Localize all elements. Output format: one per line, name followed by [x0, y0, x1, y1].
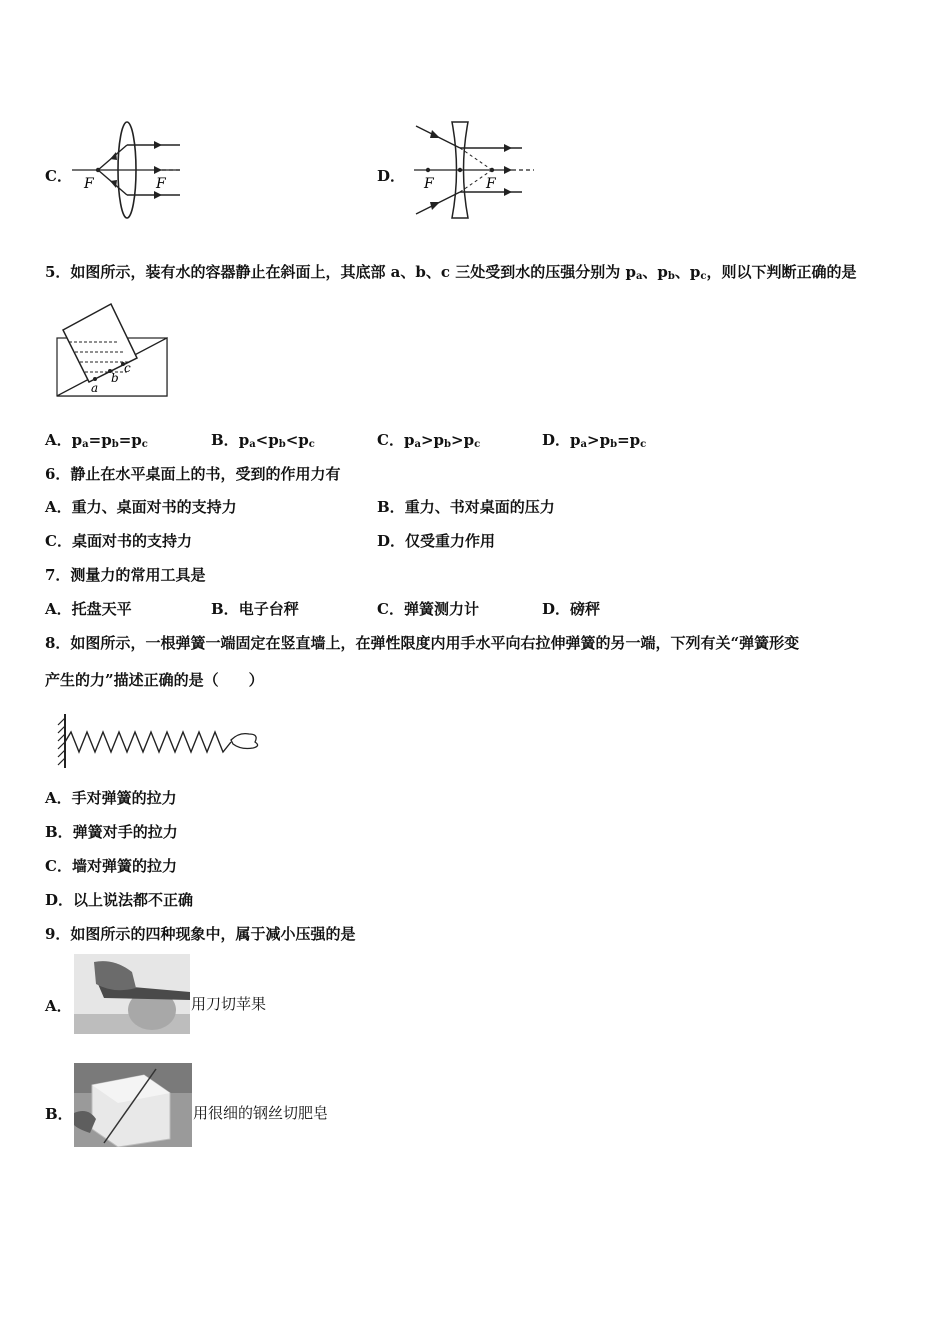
q6-option-c[interactable]: C．桌面对书的支持力: [45, 532, 192, 550]
point-b-label: b: [111, 371, 119, 385]
q9-stem: 9．如图所示的四种现象中，属于减小压强的是: [45, 925, 356, 943]
q6-option-a[interactable]: A．重力、桌面对书的支持力: [45, 498, 237, 516]
q6-option-b[interactable]: B．重力、书对桌面的压力: [377, 498, 555, 516]
q8-option-a[interactable]: A．手对弹簧的拉力: [45, 789, 177, 807]
q5-stem-text: 5．如图所示，装有水的容器静止在斜面上，其底部 a、b、c 三处受到水的压强分别为 $p_a$、$p_b$、$p_c$，则以下判断正确的是: [45, 263, 857, 282]
q4-option-c-label[interactable]: C．: [45, 167, 72, 185]
q5-stem: [45, 262, 857, 287]
hand-icon: [231, 734, 258, 749]
q4-option-d-label[interactable]: D．: [377, 167, 406, 185]
q5-option-b[interactable]: B．$p_a<p_b<p_c$: [211, 431, 315, 450]
q5-option-d[interactable]: D．$p_a>p_b=p_c$: [542, 431, 647, 450]
concave-lens-diagram: [412, 118, 537, 223]
q8-option-b[interactable]: B．弹簧对手的拉力: [45, 823, 178, 841]
focus-label-left: F: [424, 176, 434, 192]
focus-label-right: F: [486, 176, 496, 192]
q7-option-a[interactable]: A．托盘天平: [45, 600, 132, 618]
q9-option-a-label[interactable]: A．: [45, 997, 72, 1015]
q7-option-c[interactable]: C．弹簧测力计: [377, 600, 479, 618]
q8-option-d[interactable]: D．以上说法都不正确: [45, 891, 194, 909]
container-on-slope-diagram: [55, 300, 170, 400]
q9-option-b-text: 用很细的钢丝切肥皂: [193, 1104, 329, 1122]
point-c-label: c: [124, 361, 131, 375]
point-a-label: a: [91, 381, 99, 395]
q5-option-a[interactable]: A．$p_a=p_b=p_c$: [45, 431, 148, 450]
convex-lens-diagram: [70, 118, 185, 223]
q8-stem-line1: 8．如图所示，一根弹簧一端固定在竖直墙上，在弹性限度内用手水平向右拉伸弹簧的另一端，下列有关“弹簧形变: [45, 634, 800, 652]
q7-option-b[interactable]: B．电子台秤: [211, 600, 299, 618]
spring-wall-hand-diagram: [55, 710, 265, 772]
knife-cutting-apple-photo: [74, 954, 190, 1034]
wire-cutting-soap-photo: [74, 1063, 192, 1147]
q6-option-d[interactable]: D．仅受重力作用: [377, 532, 496, 550]
q9-option-a-text: 用刀切苹果: [191, 995, 267, 1013]
q5-option-c[interactable]: C．$p_a>p_b>p_c$: [377, 431, 481, 450]
q7-option-d[interactable]: D．磅秤: [542, 600, 601, 618]
focus-label-right: F: [156, 176, 166, 192]
q8-stem-line2: 产生的力”描述正确的是（ ）: [45, 671, 264, 689]
q8-option-c[interactable]: C．墙对弹簧的拉力: [45, 857, 177, 875]
q9-option-b-label[interactable]: B．: [45, 1105, 73, 1123]
focus-label-left: F: [84, 176, 94, 192]
q6-stem: 6．静止在水平桌面上的书，受到的作用力有: [45, 465, 341, 483]
q7-stem: 7．测量力的常用工具是: [45, 566, 206, 584]
